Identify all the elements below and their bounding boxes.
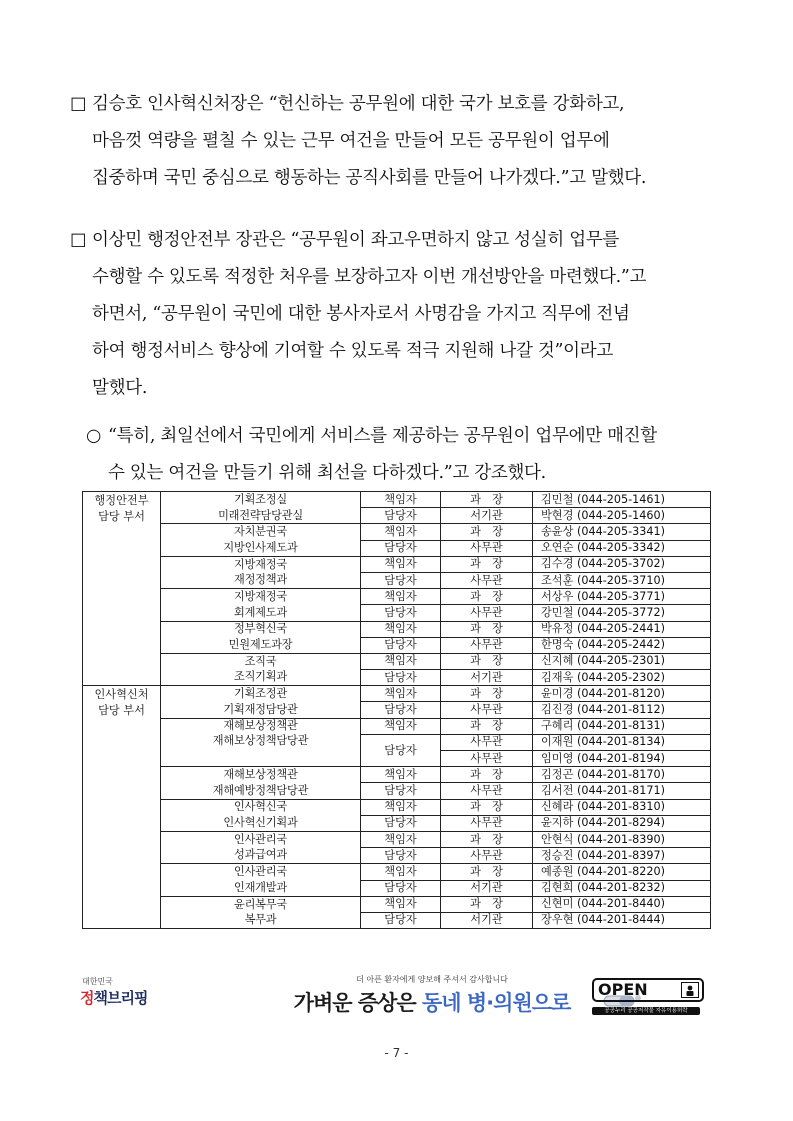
title-cell: 과 장 (441, 686, 533, 702)
table-row (83, 734, 711, 750)
dept-cell: 기획조정실 (161, 492, 361, 508)
contact-cell: 김진경 (044-201-8112) (533, 702, 711, 718)
role-cell: 책임자 (361, 767, 441, 783)
title-cell: 사무관 (441, 572, 533, 588)
contact-cell: 신지혜 (044-205-2301) (533, 653, 711, 669)
contacts-table (82, 491, 711, 929)
paragraph-line: 김승호 인사혁신처장은 “헌신하는 공무원에 대한 국가 보호를 강화하고, (92, 94, 625, 114)
attribution-icon (681, 982, 699, 998)
role-cell: 담당자 (361, 605, 441, 621)
role-cell: 책임자 (361, 621, 441, 637)
dept-cell: 지방인사제도과 (161, 540, 361, 556)
role-cell: 책임자 (361, 492, 441, 508)
table-row (83, 799, 711, 815)
contact-cell: 신현미 (044-201-8440) (533, 896, 711, 912)
contact-cell: 박유정 (044-205-2441) (533, 621, 711, 637)
role-cell: 담당자 (361, 670, 441, 686)
dept-cell: 재정정책과 (161, 572, 361, 588)
title-cell: 사무관 (441, 605, 533, 621)
title-cell: 서기관 (441, 670, 533, 686)
table-row (83, 767, 711, 783)
paragraph-1 (70, 86, 730, 197)
dept-cell: 정부혁신국 (161, 621, 361, 637)
policy-briefing-logo: 대한민국 정책브리핑 (80, 977, 148, 1007)
title-cell: 사무관 (441, 815, 533, 831)
title-cell: 과 장 (441, 896, 533, 912)
table-row (83, 864, 711, 880)
table-row (83, 621, 711, 637)
contact-cell: 정승진 (044-201-8397) (533, 848, 711, 864)
square-bullet: □ (70, 94, 87, 114)
agency-cell: 인사혁신처 담당 부서 (83, 686, 161, 929)
title-cell: 과 장 (441, 556, 533, 572)
footer-banner (80, 972, 715, 1018)
title-cell: 서기관 (441, 880, 533, 896)
table-row (83, 702, 711, 718)
contact-cell: 박현경 (044-205-1460) (533, 508, 711, 524)
title-cell: 과 장 (441, 799, 533, 815)
role-cell: 담당자 (361, 508, 441, 524)
role-cell: 담당자 (361, 912, 441, 928)
dept-cell: 미래전략담당관실 (161, 508, 361, 524)
paragraph-line: 말했다. (92, 378, 148, 398)
dept-cell: 재해보상정책담당관 (161, 734, 361, 766)
contact-cell: 구혜리 (044-201-8131) (533, 718, 711, 734)
table-row (83, 492, 711, 508)
dept-cell: 성과급여과 (161, 848, 361, 864)
table-row (83, 686, 711, 702)
dept-cell: 인사혁신기획과 (161, 815, 361, 831)
title-cell: 사무관 (441, 848, 533, 864)
contact-cell: 조석훈 (044-205-3710) (533, 572, 711, 588)
role-cell: 담당자 (361, 815, 441, 831)
dept-cell: 인사혁신국 (161, 799, 361, 815)
contact-cell: 안현식 (044-201-8390) (533, 831, 711, 847)
role-cell: 책임자 (361, 686, 441, 702)
role-cell: 담당자 (361, 540, 441, 556)
paragraph-3 (86, 418, 726, 492)
title-cell: 사무관 (441, 702, 533, 718)
dept-cell: 기획재정담당관 (161, 702, 361, 718)
table-row (83, 637, 711, 653)
contact-cell: 김서전 (044-201-8171) (533, 783, 711, 799)
table-row (83, 718, 711, 734)
campaign-slogan: 더 아픈 환자에게 양보해 주셔서 감사합니다 가벼운 증상은 동네 병·의원으로 (212, 972, 652, 1018)
paragraph-line: 하면서, “공무원이 국민에 대한 봉사자로서 사명감을 가지고 직무에 전념 (92, 304, 630, 324)
dept-cell: 지방재정국 (161, 556, 361, 572)
table-row (83, 896, 711, 912)
paragraph-line: 집중하며 국민 중심으로 행동하는 공직사회를 만들어 나가겠다.”고 말했다. (92, 168, 647, 188)
role-cell: 담당자 (361, 702, 441, 718)
dept-cell: 회계제도과 (161, 605, 361, 621)
contact-cell: 김재욱 (044-205-2302) (533, 670, 711, 686)
role-cell: 책임자 (361, 864, 441, 880)
circle-bullet: ○ (86, 426, 101, 446)
table-row (83, 783, 711, 799)
contact-cell: 윤미경 (044-201-8120) (533, 686, 711, 702)
dept-cell: 인사관리국 (161, 864, 361, 880)
table-row (83, 556, 711, 572)
paragraph-line: “특히, 최일선에서 국민에게 서비스를 제공하는 공무원이 업무에만 매진할 (108, 426, 657, 446)
dept-cell: 자치분권국 (161, 524, 361, 540)
role-cell: 담당자 (361, 783, 441, 799)
title-cell: 과 장 (441, 524, 533, 540)
dept-cell: 복무과 (161, 912, 361, 928)
dept-cell: 인사관리국 (161, 831, 361, 847)
contact-cell: 김수경 (044-205-3702) (533, 556, 711, 572)
contact-cell: 예종원 (044-201-8220) (533, 864, 711, 880)
role-cell: 책임자 (361, 524, 441, 540)
table-row (83, 508, 711, 524)
dept-cell: 민원제도과장 (161, 637, 361, 653)
table-row (83, 653, 711, 669)
dept-cell: 인재개발과 (161, 880, 361, 896)
role-cell: 책임자 (361, 556, 441, 572)
contact-cell: 신혜라 (044-201-8310) (533, 799, 711, 815)
title-cell: 과 장 (441, 864, 533, 880)
table-row (83, 848, 711, 864)
dept-cell: 지방재정국 (161, 589, 361, 605)
role-cell: 책임자 (361, 799, 441, 815)
dept-cell: 재해예방정책담당관 (161, 783, 361, 799)
role-cell: 담당자 (361, 572, 441, 588)
contact-cell: 한명숙 (044-205-2442) (533, 637, 711, 653)
kogl-open-badge: OPEN 공공누리 공공저작물 자유이용허락 (592, 978, 708, 1012)
square-bullet: □ (70, 230, 87, 250)
contact-cell: 장우현 (044-201-8444) (533, 912, 711, 928)
paragraph-line: 하여 행정서비스 향상에 기여할 수 있도록 적극 지원해 나갈 것”이라고 (92, 341, 613, 361)
contact-cell: 김정곤 (044-201-8170) (533, 767, 711, 783)
title-cell: 사무관 (441, 734, 533, 750)
role-cell: 담당자 (361, 880, 441, 896)
contact-cell: 김현희 (044-201-8232) (533, 880, 711, 896)
table-row (83, 540, 711, 556)
contact-cell: 이재원 (044-201-8134) (533, 734, 711, 750)
contact-cell: 강민철 (044-205-3772) (533, 605, 711, 621)
title-cell: 과 장 (441, 718, 533, 734)
dept-cell: 기획조정관 (161, 686, 361, 702)
title-cell: 과 장 (441, 492, 533, 508)
page-number: - 7 - (384, 1046, 409, 1060)
table-row (83, 670, 711, 686)
paragraph-line: 수 있는 여건을 만들기 위해 최선을 다하겠다.”고 강조했다. (108, 463, 546, 483)
role-cell: 담당자 (361, 637, 441, 653)
title-cell: 사무관 (441, 637, 533, 653)
contact-cell: 송윤상 (044-205-3341) (533, 524, 711, 540)
role-cell: 책임자 (361, 896, 441, 912)
dept-cell: 재해보상정책관 (161, 718, 361, 734)
dept-cell: 재해보상정책관 (161, 767, 361, 783)
dept-cell: 조직국 (161, 653, 361, 669)
table-row (83, 572, 711, 588)
paragraph-2 (70, 222, 730, 407)
contact-cell: 임미영 (044-201-8194) (533, 751, 711, 767)
agency-cell: 행정안전부 담당 부서 (83, 492, 161, 686)
title-cell: 서기관 (441, 912, 533, 928)
title-cell: 과 장 (441, 767, 533, 783)
paragraph-line: 마음껏 역량을 펼칠 수 있는 근무 여건을 만들어 모든 공무원이 업무에 (92, 131, 610, 151)
role-cell: 담당자 (361, 848, 441, 864)
table-row (83, 605, 711, 621)
title-cell: 과 장 (441, 621, 533, 637)
dept-cell: 윤리복무국 (161, 896, 361, 912)
table-row (83, 815, 711, 831)
contact-cell: 김민철 (044-205-1461) (533, 492, 711, 508)
contact-cell: 서상우 (044-205-3771) (533, 589, 711, 605)
title-cell: 사무관 (441, 751, 533, 767)
title-cell: 과 장 (441, 831, 533, 847)
table-row (83, 912, 711, 928)
role-cell: 담당자 (361, 734, 441, 766)
paragraph-line: 이상민 행정안전부 장관은 “공무원이 좌고우면하지 않고 성실히 업무를 (92, 230, 620, 250)
role-cell: 책임자 (361, 653, 441, 669)
title-cell: 서기관 (441, 508, 533, 524)
paragraph-line: 수행할 수 있도록 적정한 처우를 보장하고자 이번 개선방안을 마련했다.”고 (92, 267, 647, 287)
table-row (83, 831, 711, 847)
title-cell: 과 장 (441, 589, 533, 605)
title-cell: 사무관 (441, 540, 533, 556)
contact-cell: 오연순 (044-205-3342) (533, 540, 711, 556)
role-cell: 책임자 (361, 718, 441, 734)
table-row (83, 589, 711, 605)
role-cell: 책임자 (361, 589, 441, 605)
role-cell: 책임자 (361, 831, 441, 847)
title-cell: 사무관 (441, 783, 533, 799)
title-cell: 과 장 (441, 653, 533, 669)
contact-cell: 윤지하 (044-201-8294) (533, 815, 711, 831)
table-row (83, 880, 711, 896)
dept-cell: 조직기획과 (161, 670, 361, 686)
table-row (83, 524, 711, 540)
